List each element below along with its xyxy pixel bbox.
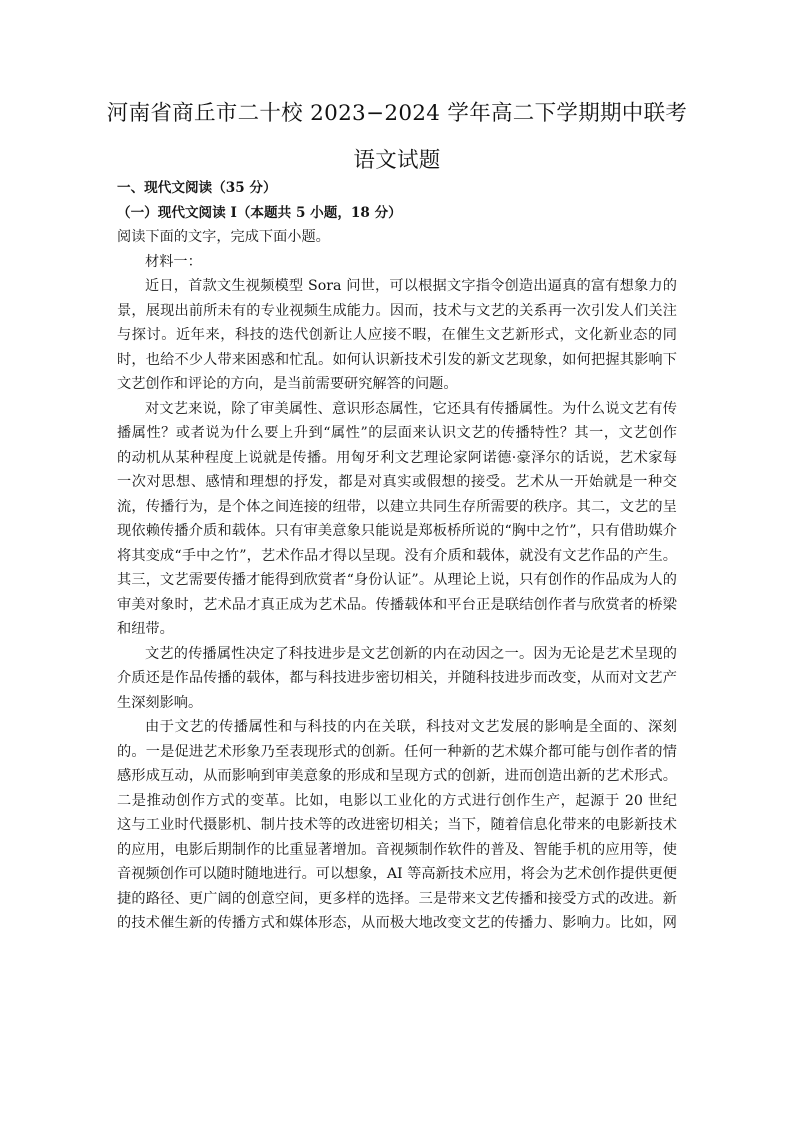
paragraph-line: 由于文艺的传播属性和与科技的内在关联，科技对文艺发展的影响是全面的、深刻 (145, 719, 677, 735)
paragraph-line: 其三，文艺需要传播才能得到欣赏者“身份认证”。从理论上说，只有创作的作品成为人的 (117, 572, 677, 588)
paragraph-line: 对文艺来说，除了审美属性、意识形态属性，它还具有传播属性。为什么说文艺有传 (145, 400, 677, 417)
paragraph-line: 文艺的传播属性决定了科技进步是文艺创新的内在动因之一。因为无论是艺术呈现的 (145, 645, 677, 662)
paragraph-line: 时，也给不少人带来困惑和忙乱。如何认识新技术引发的新文艺现象，如何把握其影响下 (117, 351, 677, 368)
paragraph-line: 音视频创作可以随时随地进行。可以想象，AI 等高新技术应用，将会为艺术创作提供更便 (117, 866, 677, 882)
paragraph (117, 274, 677, 397)
document-body (117, 176, 677, 936)
paragraph-line: 播属性？或者说为什么要上升到“属性”的层面来认识文艺的传播特性？其一，文艺创作 (117, 425, 677, 441)
paragraph-line: 二是推动创作方式的变革。比如，电影以工业化的方式进行创作生产，起源于 20 世纪 (117, 792, 677, 809)
material-label: 材料一： (145, 253, 202, 270)
paragraph-line: 感形成互动，从而影响到审美意象的形成和呈现方式的创新，进而创造出新的艺术形式。 (117, 768, 677, 784)
paragraph-line: 的技术催生新的传播方式和媒体形态，从而极大地改变文艺的传播力、影响力。比如，网 (117, 915, 677, 931)
paragraph-line: 捷的路径、更广阔的创意空间，更多样的选择。三是带来文艺传播和接受方式的改进。新 (117, 890, 677, 907)
paragraph-line: 将其变成“手中之竹”，艺术作品才得以呈现。没有介质和载体，就没有文艺作品的产生。 (117, 547, 677, 564)
document-subtitle: 语文试题 (353, 148, 441, 173)
paragraph-line: 的应用，电影后期制作的比重显著增加。音视频制作软件的普及、智能手机的应用等，使 (117, 841, 677, 858)
paragraph-line: 的。一是促进艺术形象乃至表现形式的创新。任何一种新的艺术媒介都可能与创作者的情 (117, 743, 677, 760)
paragraph-line: 景，展现出前所未有的专业视频生成能力。因而，技术与文艺的关系再一次引发人们关注 (117, 302, 677, 319)
paragraph-line: 介质还是作品传播的载体，都与科技进步密切相关，并随科技进步而改变，从而对文艺产 (117, 670, 677, 686)
paragraph-line: 与探讨。近年来，科技的迭代创新让人应接不暇，在催生文艺新形式，文化新业态的同 (117, 327, 677, 343)
paragraph-line: 和纽带。 (117, 621, 174, 637)
paragraph-line: 流，传播行为，是个体之间连接的纽带，以建立共同生存所需要的秩序。其二，文艺的呈 (117, 498, 677, 515)
instruction-text: 阅读下面的文字，完成下面小题。 (117, 229, 330, 245)
paragraph-line: 文艺创作和评论的方向，是当前需要研究解答的问题。 (117, 376, 458, 392)
section-heading: 一、现代文阅读（35 分） (117, 180, 277, 196)
paragraph-line: 的动机从某种程度上说就是传播。用匈牙利文艺理论家阿诺德·豪泽尔的话说，艺术家每 (117, 449, 677, 466)
subsection-heading: （一）现代文阅读 I（本题共 5 小题，18 分） (117, 204, 402, 221)
document-title: 河南省商丘市二十校 2023−2024 学年高二下学期期中联考 (106, 101, 688, 126)
paragraph (117, 397, 677, 642)
paragraph-line: 现依赖传播介质和载体。只有审美意象只能说是郑板桥所说的“胸中之竹”，只有借助媒介 (117, 523, 677, 539)
paragraph-line: 一次对思想、感情和理想的抒发，都是对真实或假想的接受。艺术从一开始就是一种交 (117, 474, 677, 490)
paragraph-line: 这与工业时代摄影机、制片技术等的改进密切相关；当下，随着信息化带来的电影新技术 (117, 817, 677, 833)
paragraph-line: 生深刻影响。 (117, 694, 203, 711)
paragraph-line: 近日，首款文生视频模型 Sora 问世，可以根据文字指令创造出逼真的富有想象力的 (145, 278, 677, 294)
paragraph (117, 642, 677, 716)
paragraph (117, 715, 677, 936)
paragraph-line: 审美对象时，艺术品才真正成为艺术品。传播载体和平台正是联结创作者与欣赏者的桥梁 (117, 596, 677, 613)
